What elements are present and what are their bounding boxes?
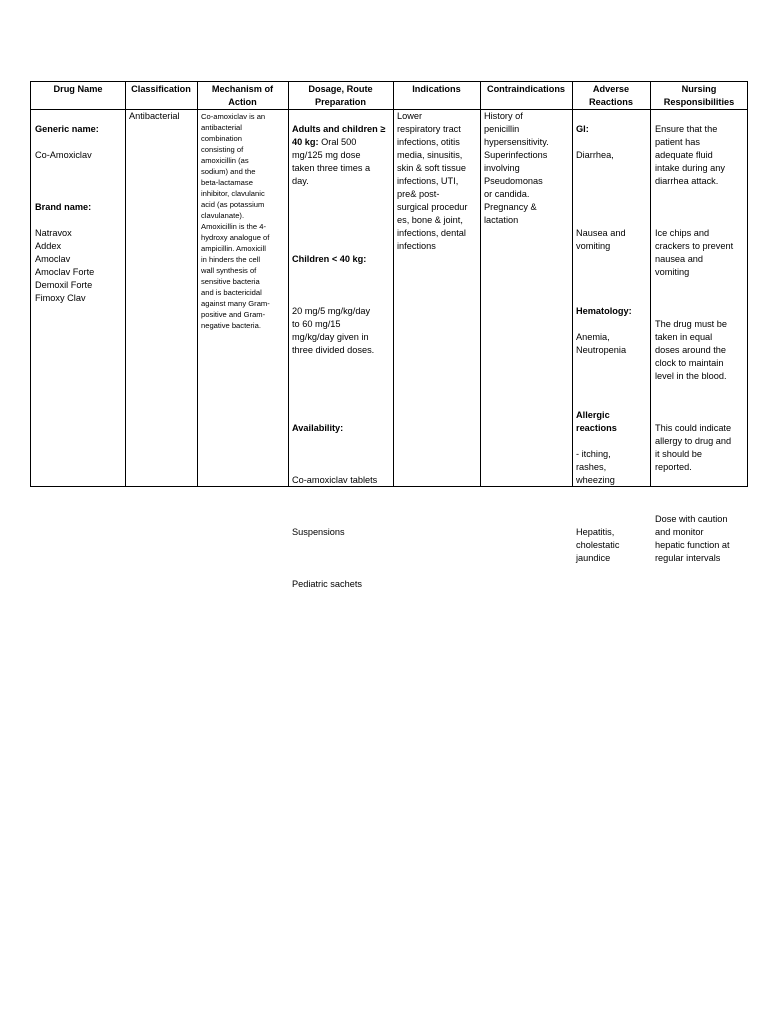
nausea-text: Nausea and vomiting [576,228,626,251]
drug-study-table [30,81,748,589]
header-indications: Indications [412,84,461,94]
mechanism-cell: Co-amoxiclav is an antibacterial combination consisting of amoxicillin (as sodium) and the beta-lactamase inhibitor, clavulanic acid (as potassium clavulanate). Amoxicillin is the 4- hydroxy analogue of ampicillin. Amoxicill in hinders the cell wall synthesis of sensitive bacteria and is bactericidal against many Gram- positive and Gram- negative bacteria. [201,112,270,330]
header-drug-name: Drug Name [53,84,103,94]
nursing-item: Ensure that the patient has adequate fluid intake during any diarrhea attack. [655,124,725,186]
column-divider [393,82,394,486]
generic-name: Co-Amoxiclav [35,150,92,160]
hematology-text: Anemia, Neutropenia [576,332,627,355]
brand-names: Natravox Addex Amoclav Amoclav Forte Demoxil Forte Fimoxy Clav [35,228,95,303]
column-divider [650,82,651,486]
header-adverse-reactions: Adverse Reactions [589,84,633,107]
column-divider [125,82,126,486]
nursing-item: Dose with caution and monitor hepatic function at regular intervals [655,514,730,563]
adults-dose-label: Adults and children ≥ 40 kg: [292,124,386,147]
column-divider [480,82,481,486]
generic-name-label: Generic name: [35,124,99,134]
nursing-item: Ice chips and crackers to prevent nausea and vomiting [655,228,734,277]
header-nursing-responsibilities: Nursing Responsibilities [663,84,735,107]
children-dose-label: Children < 40 kg: [292,254,367,264]
allergic-label: Allergic reactions [576,410,617,433]
classification-cell: Antibacterial [129,111,180,121]
column-divider [197,82,198,486]
nursing-item: This could indicate allergy to drug and it should be reported. [655,423,732,472]
availability-item: Co-amoxiclav tablets [292,475,378,485]
children-dose-text: 20 mg/5 mg/kg/day to 60 mg/15 mg/kg/day given in three divided doses. [292,306,375,355]
hepatitis-text: Hepatitis, cholestatic jaundice [576,527,620,563]
brand-name-label: Brand name: [35,202,92,212]
indications-cell: Lower respiratory tract infections, otitis media, sinusitis, skin & soft tissue infections, UTI, pre& post- surgical procedur es, bone & joint, infections, dental infections [397,111,468,251]
nursing-cell [655,110,748,578]
adverse-reactions-cell [576,110,649,578]
gi-label: GI: [576,124,589,134]
hematology-label: Hematology: [576,306,632,316]
nursing-item: The drug must be taken in equal doses around the clock to maintain level in the blood. [655,319,728,381]
header-dosage: Dosage, Route Preparation [308,84,373,107]
header-contraindications: Contraindications [486,84,566,94]
adults-dose-text: Oral 500 mg/125 mg dose taken three times a day. [292,137,371,186]
header-classification: Classification [131,84,191,94]
availability-item: Pediatric sachets [292,579,362,589]
header-mechanism: Mechanism of Action [211,84,274,107]
availability-label: Availability: [292,423,344,433]
column-divider [572,82,573,486]
column-divider [288,82,289,486]
allergic-text: - itching, rashes, wheezing [576,449,615,485]
drug-name-cell [35,110,123,318]
contraindications-cell: History of penicillin hypersensitivity. Superinfections involving Pseudomonas or candida. Pregnancy & lactation [484,111,549,225]
gi-text: Diarrhea, [576,150,614,160]
dosage-cell [292,110,392,604]
availability-item: Suspensions [292,527,345,537]
